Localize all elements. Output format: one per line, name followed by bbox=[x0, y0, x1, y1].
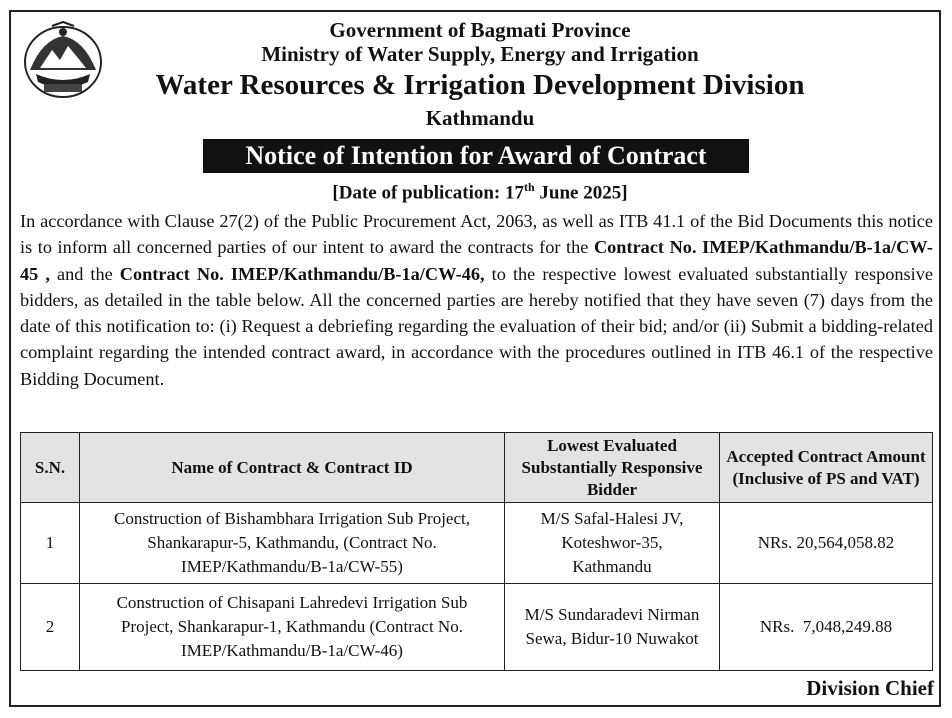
row-contract-name bbox=[80, 584, 505, 671]
contract-name-line: Construction of Chisapani Lahredevi Irrigation Sub bbox=[116, 593, 468, 612]
table-header-row bbox=[21, 433, 933, 503]
bidder-line: M/S Safal-Halesi JV, bbox=[540, 509, 684, 528]
row-contract-name bbox=[80, 503, 505, 584]
contract-name-line: IMEP/Kathmandu/B-1a/CW-55) bbox=[181, 557, 403, 576]
header-contract-name: Name of Contract & Contract ID bbox=[80, 433, 505, 503]
publication-date bbox=[100, 180, 860, 204]
contract-reference-45: Contract No. IMEP/Kathmandu/B-1a/CW-45 , bbox=[20, 237, 933, 284]
row-bidder bbox=[505, 584, 720, 671]
table-row bbox=[21, 584, 933, 671]
division-heading: Water Resources & Irrigation Development Division bbox=[155, 69, 805, 101]
paragraph-part3: to the respective lowest evaluated substantially responsive bidders, as detailed in the table below. All the concerned parties are hereby notified that they have seven (7) days from the date of this notification to: (i) Request a debriefing regarding the evaluation of their bid; and/or (ii) Submit a bidding-related complaint regarding the intended contract award, in accordance with the procedures outlined in ITB 46.1 of the respective Bidding Document. bbox=[20, 263, 933, 389]
paragraph-part1: In accordance with Clause 27(2) of the Public Procurement Act, 2063, as well as ITB 41.1 of the Bid Documents this notice is to inform all concerned parties of our intent to award the contracts for the bbox=[20, 211, 933, 258]
nepal-coat-of-arms-icon bbox=[22, 20, 104, 100]
contract-table bbox=[20, 432, 933, 671]
row-sn: 2 bbox=[21, 584, 80, 671]
bidder-line: Sewa, Bidur-10 Nuwakot bbox=[525, 629, 699, 648]
table-row bbox=[21, 503, 933, 584]
contract-name-line: Shankarapur-5, Kathmandu, (Contract No. bbox=[147, 533, 437, 552]
publication-date-suffix: June 2025] bbox=[534, 182, 628, 204]
paragraph-part2: and the bbox=[49, 263, 120, 284]
government-heading: Government of Bagmati Province bbox=[329, 18, 631, 42]
row-amount: NRs. 20,564,058.82 bbox=[720, 503, 933, 584]
publication-date-superscript: th bbox=[524, 180, 535, 194]
row-amount: NRs. 7,048,249.88 bbox=[720, 584, 933, 671]
contract-name-line: Construction of Bishambhara Irrigation Sub Project, bbox=[114, 509, 470, 528]
bidder-line: M/S Sundaradevi Nirman bbox=[524, 605, 700, 624]
notice-title: Notice of Intention for Award of Contract bbox=[203, 139, 749, 173]
contract-name-line: IMEP/Kathmandu/B-1a/CW-46) bbox=[181, 641, 403, 660]
row-bidder bbox=[505, 503, 720, 584]
signature-title: Division Chief bbox=[806, 676, 934, 700]
bidder-line: Koteshwor-35, bbox=[561, 533, 663, 552]
header-bidder: Lowest Evaluated Substantially Responsive Bidder bbox=[505, 433, 720, 503]
location-heading: Kathmandu bbox=[425, 106, 535, 130]
bidder-line: Kathmandu bbox=[572, 557, 652, 576]
contract-reference-46: Contract No. IMEP/Kathmandu/B-1a/CW-46, bbox=[119, 263, 485, 284]
header-sn: S.N. bbox=[21, 433, 80, 503]
ministry-heading: Ministry of Water Supply, Energy and Irrigation bbox=[261, 42, 699, 66]
header-amount: Accepted Contract Amount (Inclusive of PS and VAT) bbox=[720, 433, 933, 503]
publication-date-prefix: [Date of publication: 17 bbox=[332, 182, 524, 204]
notice-paragraph bbox=[20, 208, 933, 392]
contract-name-line: Project, Shankarapur-1, Kathmandu (Contract No. bbox=[121, 617, 463, 636]
row-sn: 1 bbox=[21, 503, 80, 584]
